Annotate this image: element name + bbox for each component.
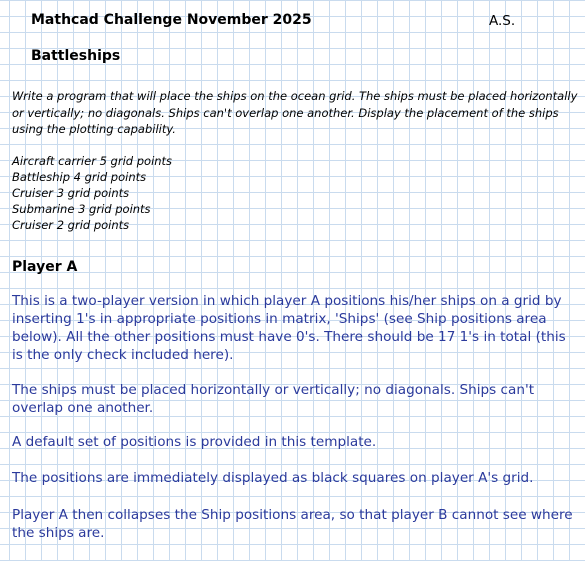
ship-list-item: Cruiser 2 grid points xyxy=(12,218,130,232)
ship-list-item: Submarine 3 grid points xyxy=(12,202,151,216)
section-title: Battleships xyxy=(31,48,121,64)
ship-list-item: Aircraft carrier 5 grid points xyxy=(12,154,173,168)
player-a-heading: Player A xyxy=(12,259,78,275)
default-positions-note: A default set of positions is provided in this template. xyxy=(12,434,377,450)
intro-instructions: Write a program that will place the ships on the ocean grid. The ships must be placed horizontally or vertically; no diagonals. Ships can't overlap one another. Display the placement of the ships using the plotting capability. xyxy=(12,89,578,136)
display-note: The positions are immediately displayed as black squares on player A's grid. xyxy=(12,470,534,486)
placement-rules: The ships must be placed horizontally or vertically; no diagonals. Ships can't overlap one another. xyxy=(12,382,535,416)
collapse-note: Player A then collapses the Ship positions area, so that player B cannot see where the ships are. xyxy=(12,507,573,541)
ship-list-item: Cruiser 3 grid points xyxy=(12,186,130,200)
ship-list-item: Battleship 4 grid points xyxy=(12,170,147,184)
author-initials: A.S. xyxy=(489,13,516,29)
worksheet-title: Mathcad Challenge November 2025 xyxy=(31,12,312,28)
player-a-description: This is a two-player version in which player A positions his/her ships on a grid by inserting 1's in appropriate positions in matrix, 'Ships' (see Ship positions area below). All the other positions must have 0's. There should be 17 1's in total (this is the only check included here). xyxy=(12,293,566,363)
ship-list xyxy=(12,153,172,233)
